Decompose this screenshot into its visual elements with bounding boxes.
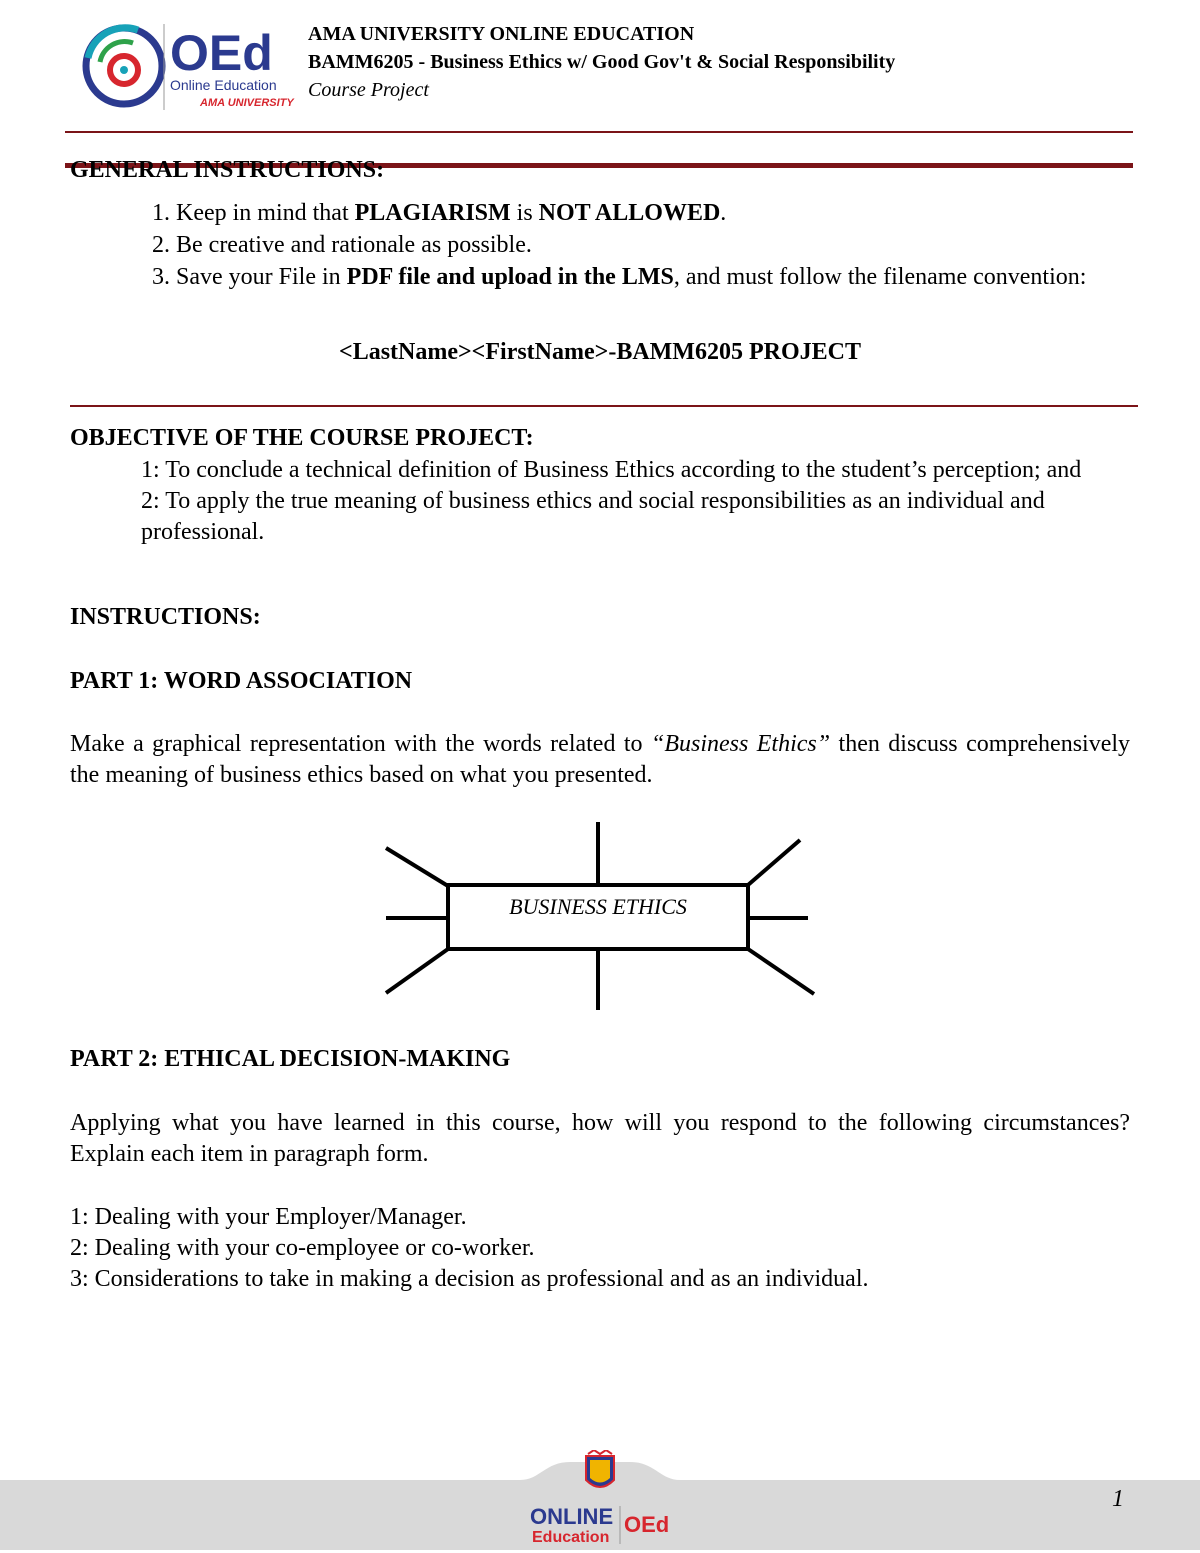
header-doc-type: Course Project — [308, 79, 429, 101]
plagiarism-emphasis: PLAGIARISM — [354, 200, 511, 226]
header-rule-thin — [65, 131, 1133, 133]
objective-item-1: 1: To conclude a technical definition of Business Ethics according to the student’s perception; and — [141, 457, 1082, 483]
footer-logo-education: Education — [532, 1529, 610, 1546]
footer-logo-online: ONLINE — [530, 1504, 614, 1529]
general-instructions-title: GENERAL INSTRUCTIONS: — [70, 157, 385, 183]
part2-item-1: 1: Dealing with your Employer/Manager. — [70, 1204, 467, 1230]
pdf-upload-emphasis: PDF file and upload in the LMS — [346, 264, 674, 290]
diagram-spoke-top-right — [748, 840, 800, 885]
objective-list — [141, 455, 1131, 548]
general-instructions-list — [138, 198, 1168, 294]
part2-text: Applying what you have learned in this course, how will you respond to the following circumstances? Explain each item in paragraph form. — [70, 1110, 1130, 1167]
header-course: BAMM6205 - Business Ethics w/ Good Gov't & Social Responsibility — [308, 51, 896, 73]
general-item-1 — [176, 198, 1168, 229]
part2-list — [70, 1202, 1130, 1295]
crest-crown — [588, 1450, 612, 1454]
part1-text — [70, 729, 1130, 791]
crest-inner — [590, 1460, 610, 1483]
part2-item-2: 2: Dealing with your co-employee or co-worker. — [70, 1235, 535, 1261]
text: Keep in mind that — [176, 200, 355, 226]
text: is — [510, 200, 539, 226]
not-allowed-emphasis: NOT ALLOWED — [538, 200, 721, 226]
text: Make a graphical representation with the words related to — [70, 731, 651, 757]
header-university: AMA UNIVERSITY ONLINE EDUCATION — [308, 23, 695, 45]
part2-title: PART 2: ETHICAL DECISION-MAKING — [70, 1046, 511, 1072]
filename-convention: <LastName><FirstName>-BAMM6205 PROJECT — [339, 339, 861, 365]
diagram-spoke-top-left — [386, 848, 448, 886]
logo-sub: AMA UNIVERSITY — [200, 97, 294, 109]
diagram-spoke-bottom-right — [748, 949, 814, 994]
general-item-3 — [176, 262, 1168, 293]
footer-logo — [520, 1450, 680, 1550]
objective-item-2: 2: To apply the true meaning of business ethics and social responsibilities as an individual and professional. — [141, 488, 1045, 545]
general-item-2: 2. Be creative and rationale as possible. — [176, 230, 1168, 261]
logo-dot — [120, 66, 128, 74]
logo-tagline: Online Education — [170, 77, 277, 93]
business-ethics-emphasis: “Business Ethics” — [651, 731, 831, 757]
objective-title: OBJECTIVE OF THE COURSE PROJECT: — [70, 425, 534, 451]
part2-item-3: 3: Considerations to take in making a decision as professional and as an individual. — [70, 1266, 869, 1292]
text: then discuss comprehensively the meaning of business ethics based on what you presented. — [70, 731, 1131, 788]
section-rule — [70, 405, 1138, 407]
page-number: 1 — [1112, 1486, 1124, 1512]
oed-logo — [78, 18, 298, 114]
word-association-diagram — [380, 818, 820, 1014]
instructions-title: INSTRUCTIONS: — [70, 604, 261, 630]
diagram-spoke-bottom-left — [386, 949, 448, 993]
logo-brand: OEd — [170, 25, 273, 81]
diagram-center-label: BUSINESS ETHICS — [509, 894, 687, 919]
footer-logo-brand: OEd — [624, 1512, 670, 1537]
text: Save your File in — [176, 264, 347, 290]
text: , and must follow the filename convention: — [673, 264, 1087, 290]
text: . — [720, 200, 727, 226]
part1-title: PART 1: WORD ASSOCIATION — [70, 668, 413, 694]
